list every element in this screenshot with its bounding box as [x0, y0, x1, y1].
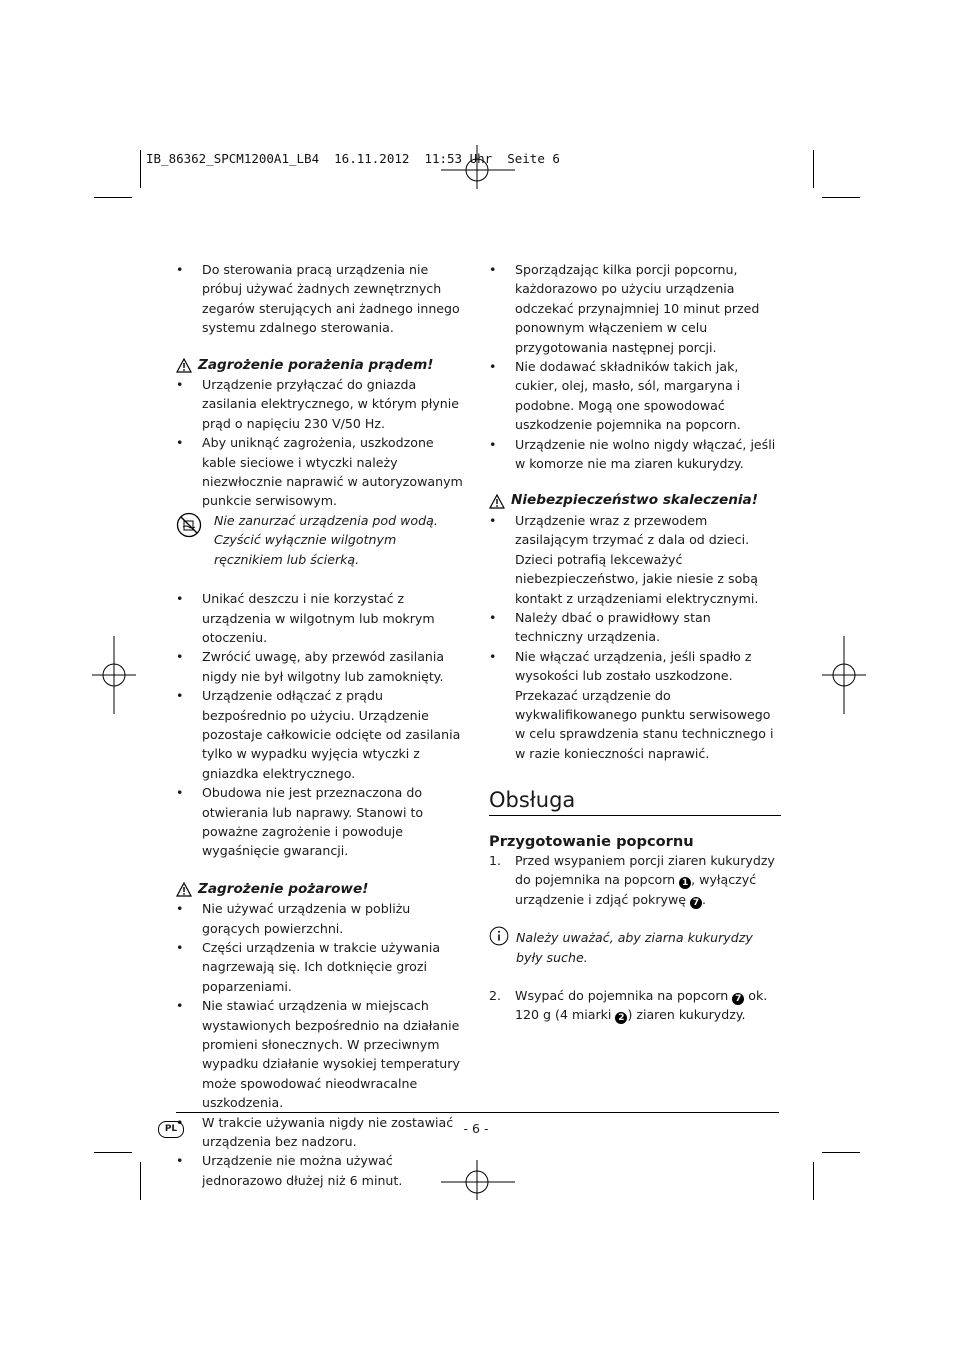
list-item: • Urządzenie wraz z przewodem zasilającym trzymać z dala od dzieci. Dzieci potrafią lekceważyć niebezpieczeństwo, jakie niesie z sobą kontakt z urządzeniami elektrycznymi. [489, 511, 781, 608]
fire-list [176, 899, 468, 1190]
list-item: • Nie używać urządzenia w pobliżu gorących powierzchni. [176, 899, 468, 938]
step-item [489, 986, 781, 1025]
warning-triangle-icon [176, 882, 192, 897]
warning-triangle-icon [176, 358, 192, 373]
fire-warning-title: Zagrożenie pożarowe! [198, 880, 369, 897]
list-item: • Nie włączać urządzenia, jeśli spadło z wysokości lub zostało uszkodzone. Przekazać urządzenie do wykwalifikowanego punktu serwisowego w celu sprawdzenia stanu technicznego i w razie konieczności naprawić. [489, 647, 781, 763]
registration-mark-left [92, 636, 136, 714]
note-text: Nie zanurzać urządzenia pod wodą. Czyścić wyłącznie wilgotnym ręcznikiem lub ścierką. [214, 512, 438, 567]
step-text: Przed wsypaniem porcji ziaren kukurydzy do pojemnika na popcorn [515, 852, 775, 888]
shock-list [176, 375, 468, 511]
list-item: • Zwrócić uwagę, aby przewód zasilania nigdy nie był wilgotny lub zamoknięty. [176, 647, 468, 686]
list-item: • Nie dodawać składników takich jak, cukier, olej, masło, sól, margaryna i podobne. Mogą one spowodować uszkodzenie pojemnika na popcorn. [489, 357, 781, 435]
list-item: • W trakcie używania nigdy nie zostawiać urządzenia bez nadzoru. [176, 1113, 468, 1152]
list-item: • Nie stawiać urządzenia w miejscach wystawionych bezpośrednio na działanie promieni słonecznych. W przeciwnym wypadku działanie wysokiej temperatury może spowodować nieodwracalne uszkodzenia. [176, 996, 468, 1112]
no-immersion-note [176, 511, 468, 569]
step-item [489, 851, 781, 909]
info-icon [489, 926, 509, 946]
registration-mark-right [822, 636, 866, 714]
list-item: • Sporządzając kilka porcji popcornu, każdorazowo po użyciu urządzenia odczekać przynajmniej 10 minut przed ponownym włączeniem w celu przygotowania następnej porcji. [489, 260, 781, 357]
part-ref-badge: 7 [690, 897, 702, 909]
step-text: ok. 120 g (4 miarki [515, 988, 768, 1023]
list-item: • Urządzenie nie można używać jednorazowo dłużej niż 6 minut. [176, 1151, 468, 1190]
injury-warning-heading [489, 491, 781, 510]
shock-warning-title: Zagrożenie porażenia prądem! [198, 356, 434, 373]
warning-triangle-icon [489, 494, 505, 509]
list-item: • Aby uniknąć zagrożenia, uszkodzone kable sieciowe i wtyczki należy niezwłocznie naprawić w autoryzowanym punkcie serwisowym. [176, 433, 468, 511]
shock-list-continued [176, 589, 468, 861]
right-list [489, 260, 781, 473]
step-number: 1. [489, 852, 502, 868]
section-title: Obsługa [489, 791, 781, 815]
step-text: , wyłączyć urządzenie i zdjąć pokrywę [515, 872, 757, 907]
right-column [489, 260, 781, 1025]
list-item: • Urządzenie odłączać z prądu bezpośrednio po użyciu. Urządzenie pozostaje całkowicie odcięte od zasilania tylko w wypadku wyjęcia wtyczki z gniazdka elektrycznego. [176, 686, 468, 783]
list-item: • Obudowa nie jest przeznaczona do otwierania lub naprawy. Stanowi to poważne zagrożenie i powoduje wygaśnięcie gwarancji. [176, 783, 468, 861]
info-note [489, 928, 781, 967]
footer-rule [176, 1112, 779, 1113]
registration-mark-top [441, 140, 515, 190]
page-number: - 6 - [463, 1121, 489, 1136]
print-header: IB_86362_SPCM1200A1_LB4 16.11.2012 11:53 Uhr Seite 6 [146, 151, 560, 166]
step-text: Wsypać do pojemnika na popcorn [515, 988, 733, 1003]
injury-list [489, 511, 781, 763]
no-immersion-icon [176, 512, 202, 538]
left-column [176, 260, 468, 1190]
fire-warning-heading [176, 880, 468, 899]
subsection-title: Przygotowanie popcornu [489, 832, 694, 850]
step-text: . [702, 891, 707, 907]
part-ref-badge: 7 [732, 993, 744, 1005]
step-number: 2. [489, 988, 502, 1003]
part-ref-badge: 2 [615, 1012, 627, 1024]
list-item: • Do sterowania pracą urządzenia nie próbuj używać żadnych zewnętrznych zegarów sterujących ani żadnego innego systemu zdalnego sterowania. [176, 260, 468, 338]
list-item: • Części urządzenia w trakcie używania nagrzewają się. Ich dotknięcie grozi poparzeniami. [176, 938, 468, 996]
list-item: • Urządzenie nie wolno nigdy włączać, jeśli w komorze nie ma ziaren kukurydzy. [489, 435, 781, 474]
steps-list-continued [489, 986, 781, 1025]
shock-warning-heading [176, 356, 468, 375]
list-item: • Należy dbać o prawidłowy stan techniczny urządzenia. [489, 608, 781, 647]
injury-warning-title: Niebezpieczeństwo skaleczenia! [511, 492, 758, 509]
list-item: • Urządzenie przyłączać do gniazda zasilania elektrycznego, w którym płynie prąd o napięciu 230 V/50 Hz. [176, 375, 468, 433]
step-text: ) ziaren kukurydzy. [627, 1007, 746, 1023]
steps-list [489, 851, 781, 909]
intro-list [176, 260, 468, 338]
part-ref-badge: 1 [679, 877, 691, 889]
list-item: • Unikać deszczu i nie korzystać z urządzenia w wilgotnym lub mokrym otoczeniu. [176, 589, 468, 647]
note-text: Należy uważać, aby ziarna kukurydzy były suche. [516, 930, 753, 965]
language-badge: PL [158, 1121, 184, 1138]
